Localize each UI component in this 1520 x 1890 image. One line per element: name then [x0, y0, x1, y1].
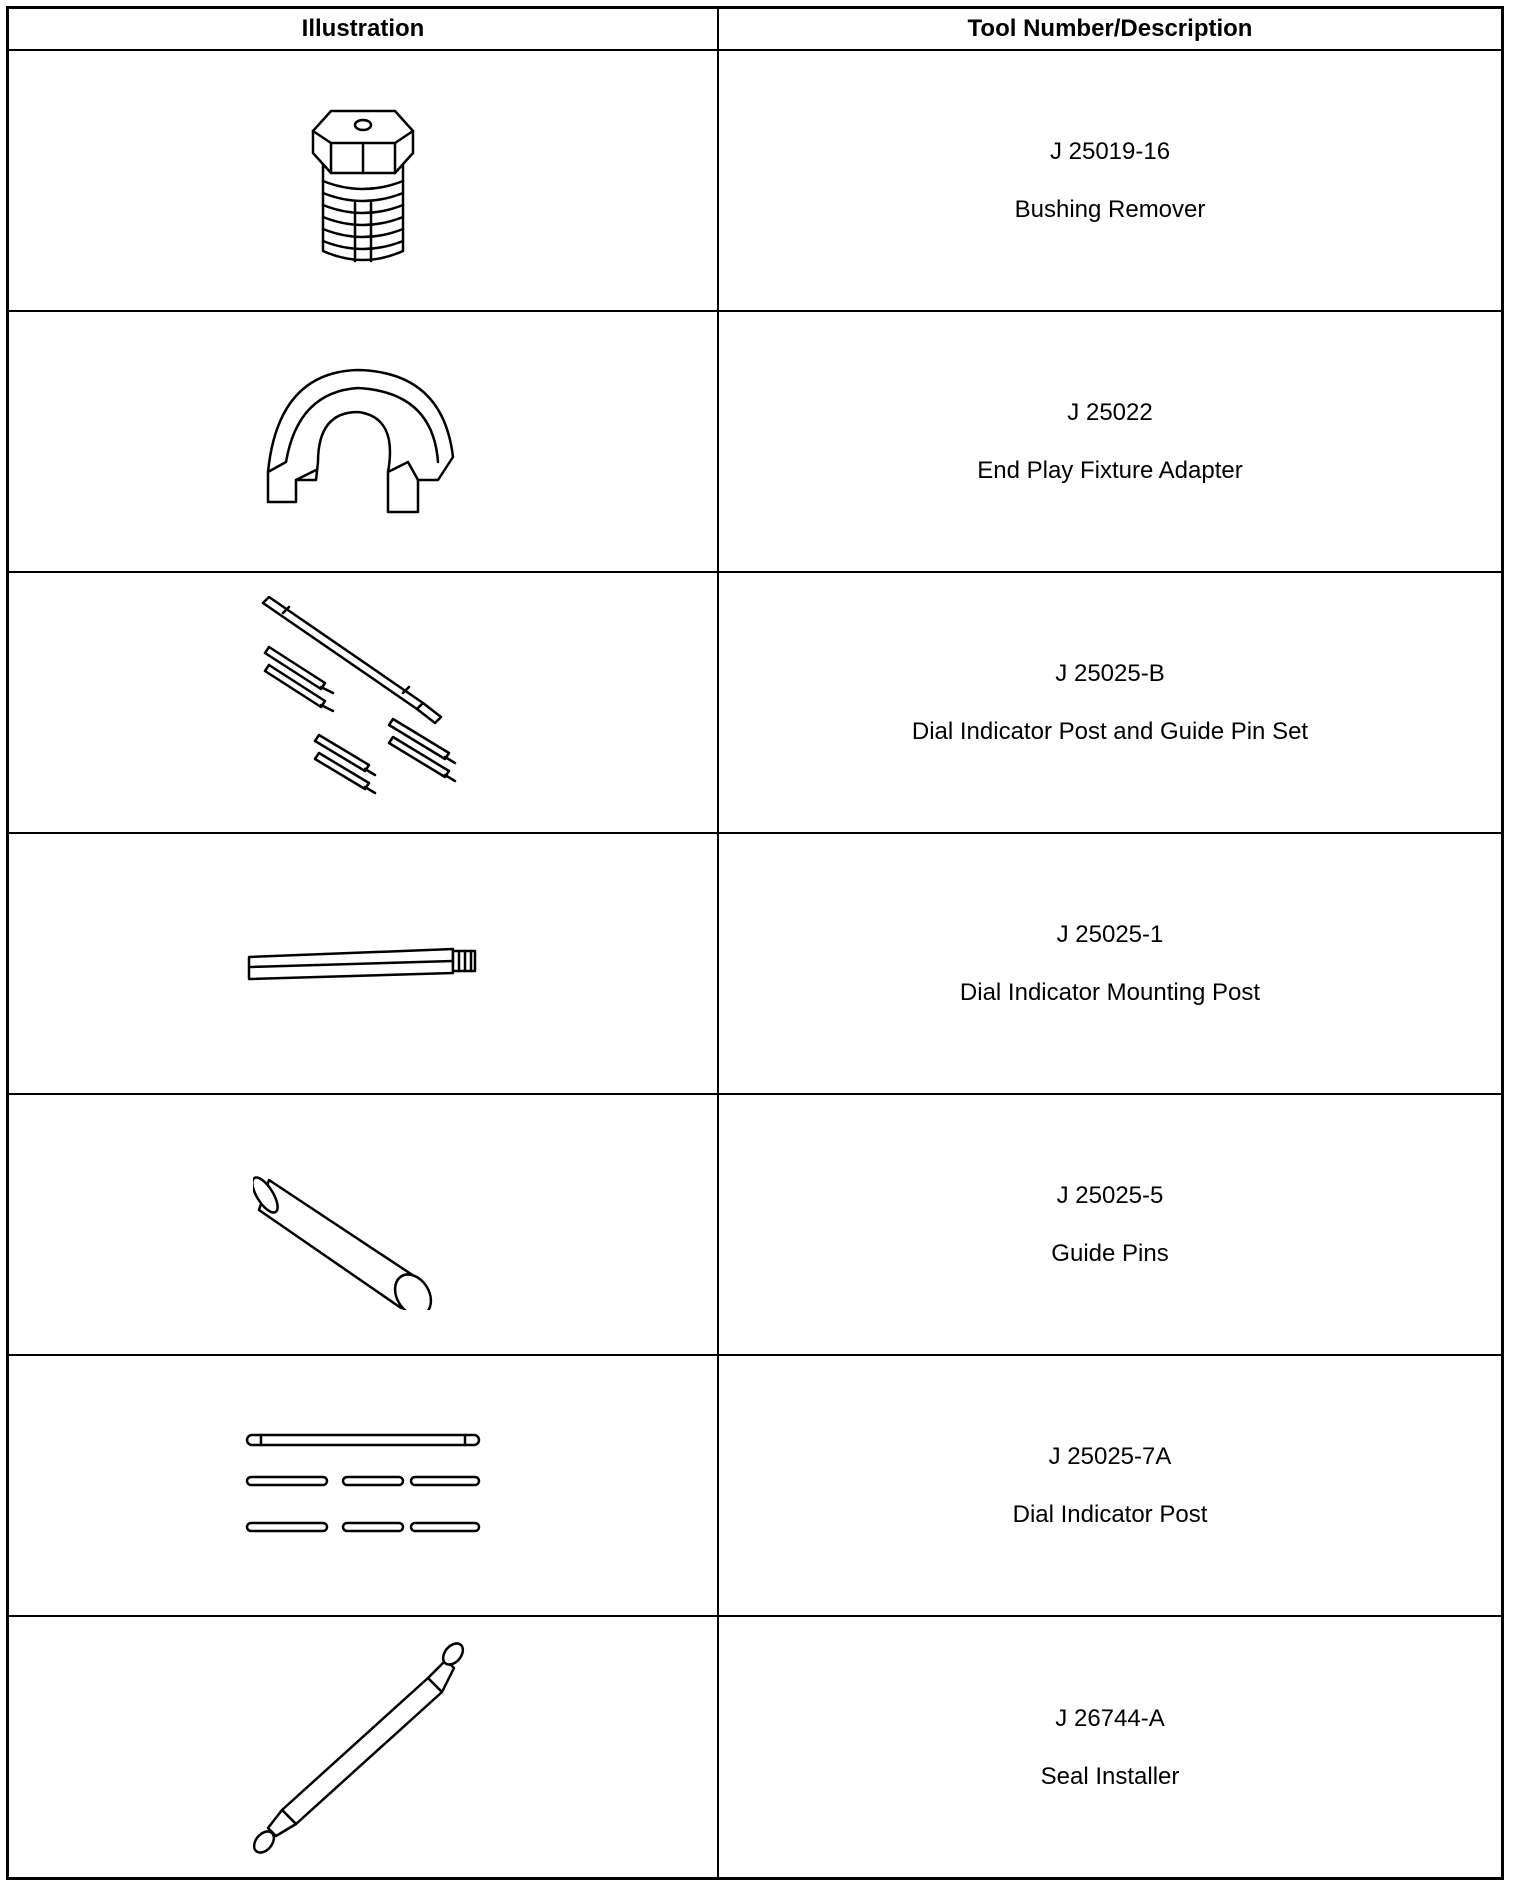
- tool-number: J 25022: [1067, 398, 1153, 426]
- tool-description: End Play Fixture Adapter: [977, 456, 1243, 484]
- tool-number: J 25025-5: [1056, 1181, 1164, 1209]
- table-row: [9, 573, 1501, 834]
- tool-description: Seal Installer: [1040, 1763, 1180, 1790]
- dial-indicator-post-icon: [243, 1431, 483, 1541]
- header-illustration: Illustration: [9, 9, 719, 49]
- dial-indicator-post-guide-pin-set-icon: [253, 593, 473, 813]
- table-row: [9, 312, 1501, 573]
- dial-indicator-mounting-post-icon: [243, 939, 483, 989]
- tool-description: Guide Pins: [1051, 1239, 1169, 1267]
- end-play-fixture-adapter-icon: [258, 362, 468, 522]
- seal-installer-icon: [248, 1638, 478, 1858]
- special-tools-table: [6, 6, 1504, 1880]
- tool-number: J 25019-16: [1049, 137, 1171, 165]
- tool-description: Bushing Remover: [1014, 195, 1206, 223]
- tool-number: J 25025-1: [1056, 920, 1164, 948]
- table-row: [9, 1356, 1501, 1617]
- table-row: [9, 834, 1501, 1095]
- tool-number: J 25025-7A: [1048, 1442, 1172, 1470]
- tool-description: Dial Indicator Mounting Post: [959, 978, 1261, 1006]
- table-row: [9, 1095, 1501, 1356]
- bushing-remover-icon: [293, 91, 433, 271]
- table-header: [9, 9, 1501, 51]
- header-tool-number-description: Tool Number/Description: [967, 15, 1253, 42]
- tool-number: J 25025-B: [1055, 659, 1165, 687]
- tool-number: J 26744-A: [1055, 1705, 1165, 1732]
- table-row: [9, 1617, 1501, 1879]
- tool-description: Dial Indicator Post and Guide Pin Set: [911, 717, 1309, 745]
- table-row: [9, 51, 1501, 312]
- guide-pins-icon: [253, 1140, 473, 1310]
- tool-description: Dial Indicator Post: [1012, 1500, 1208, 1528]
